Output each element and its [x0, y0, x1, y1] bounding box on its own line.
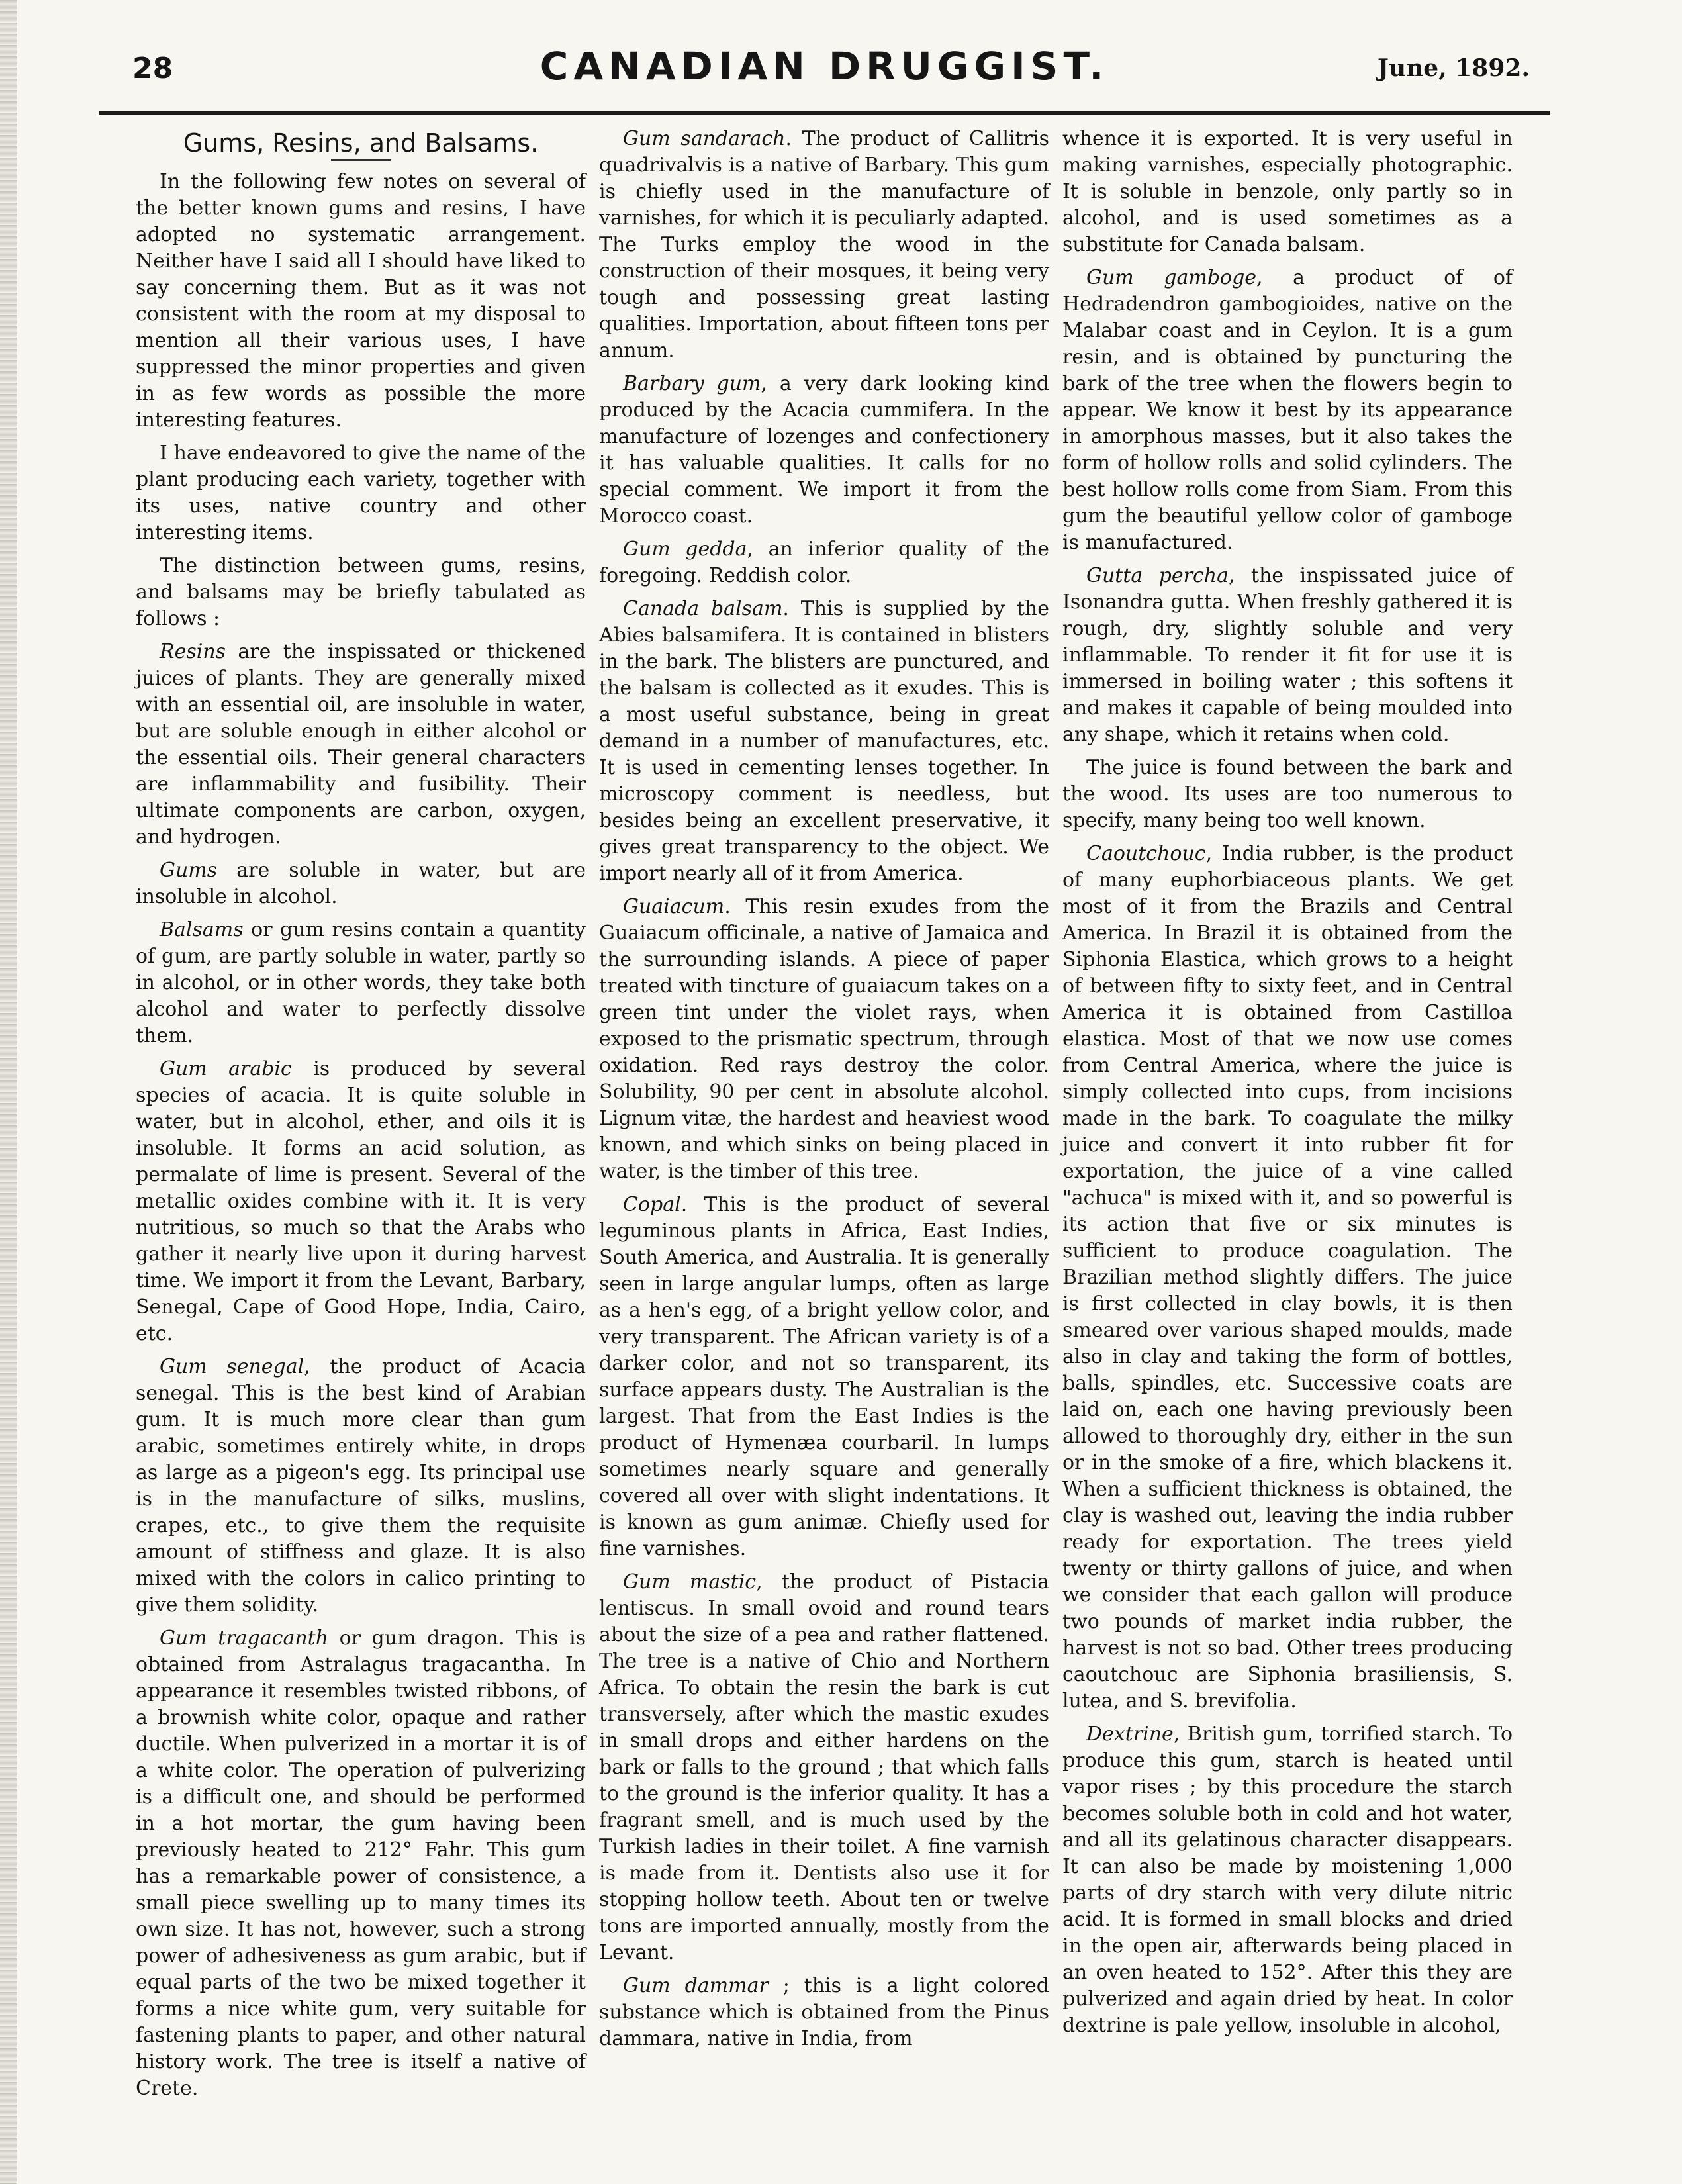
scan-edge-shadow [0, 0, 17, 2184]
paragraph-text: are soluble in water, but are insoluble in alcohol. [136, 859, 586, 908]
paragraph [599, 536, 1049, 589]
paragraph-text: . The product of Callitris quadrivalvis is a native of Barbary. This gum is chiefly used in the manufacture of varnishes, for which it is peculiarly adapted. The Turks employ the wood in the construction of their mosques, it being very tough and possessing great lasting qualities. Importation, about fifteen tons per annum. [599, 127, 1049, 362]
column-3-body [1062, 126, 1513, 2039]
paragraph-text: or gum resins contain a quantity of gum, are partly soluble in water, partly so in alcohol, or in other words, they take both alcohol and water to perfectly dissolve them. [136, 918, 586, 1047]
entry-term: Copal [623, 1193, 681, 1216]
paragraph-text: , the product of Pistacia lentiscus. In small ovoid and round tears about the size of a pea and rather flattened. The tree is a native of Chio and Northern Africa. To obtain the resin the bark is cut transversely, after which the mastic exudes in small drops and either hardens on the bark or falls to the ground ; that which falls to the ground is the inferior quality. It has a fragrant smell, and is much used by the Turkish ladies in their toilet. A fine varnish is made from it. Dentists also use it for stopping hollow teeth. About ten or twelve tons are imported annually, mostly from the Levant. [599, 1570, 1049, 1964]
paragraph [599, 1192, 1049, 1562]
paragraph [1062, 841, 1513, 1715]
paragraph [136, 639, 586, 851]
paragraph-text: are the inspissated or thickened juices of plants. They are generally mixed with an essential oil, are insoluble in water, but are soluble enough in either alcohol or the essential oils. Their general characters are inflammability and fusibility. Their ultimate components are carbon, oxygen, and hydrogen. [136, 640, 586, 849]
entry-term: Gum gamboge [1086, 266, 1257, 289]
entry-term: Gum gedda [623, 538, 747, 561]
page-number: 28 [132, 52, 173, 85]
masthead-title: CANADIAN DRUGGIST. [539, 44, 1109, 89]
entry-term: Resins [160, 640, 226, 663]
paragraph [599, 894, 1049, 1185]
entry-term: Gum dammar [623, 1974, 769, 1997]
entry-term: Gum senegal [160, 1355, 304, 1378]
paragraph [136, 917, 586, 1049]
header-rule [99, 111, 1550, 115]
paragraph [599, 596, 1049, 887]
page-header [99, 40, 1550, 106]
column-3 [1062, 126, 1513, 2046]
entry-term: Barbary gum [623, 372, 761, 395]
paragraph [136, 857, 586, 910]
paragraph-text: is produced by several species of acacia. It is quite soluble in water, but in alcohol, ether, and oils it is insoluble. It forms an acid solution, as permalate of lime is present. Several of the metallic oxides combine with it. It is very nutritious, so much so that the Arabs who gather it nearly live upon it during harvest time. We import it from the Levant, Barbary, Senegal, Cape of Good Hope, India, Cairo, etc. [136, 1057, 586, 1345]
entry-term: Gum tragacanth [160, 1627, 329, 1650]
paragraph [1062, 126, 1513, 258]
paragraph-text: or gum dragon. This is obtained from Astralagus tragacantha. In appearance it resembles twisted ribbons, of a brownish white color, opaque and rather ductile. When pulverized in a mortar it is of a white color. The operation of pulverizing is a difficult one, and should be performed in a hot mortar, the gum having been previously heated to 212° Fahr. This gum has a remarkable power of consistence, a small piece swelling up to many times its own size. It has not, however, such a strong power of adhesiveness as gum arabic, but if equal parts of the two be mixed together it forms a nice white gum, very suitable for fastening plants to paper, and other natural history work. The tree is itself a native of Crete. [136, 1627, 586, 2100]
paragraph [1062, 563, 1513, 748]
paragraph [599, 371, 1049, 530]
column-1 [136, 126, 586, 2109]
column-1-body [136, 169, 586, 2102]
paragraph-text: , a product of of Hedradendron gambogioides, native on the Malabar coast and in Ceylon. It is a gum resin, and is obtained by puncturing the bark of the tree when the flowers begin to appear. We know it best by its appearance in amorphous masses, but it also takes the form of hollow rolls and solid cylinders. The best hollow rolls come from Siam. From this gum the beautiful yellow color of gamboge is manufactured. [1062, 266, 1513, 554]
paragraph-text: , a very dark looking kind produced by the Acacia cummifera. In the manufacture of lozenges and confectionery it has valuable qualities. It calls for no special comment. We import it from the Morocco coast. [599, 372, 1049, 528]
paragraph [136, 553, 586, 632]
entry-term: Gums [160, 859, 218, 882]
paragraph-text: I have endeavored to give the name of the plant producing each variety, together with its uses, native country and other interesting items. [136, 442, 586, 544]
paragraph-text: . This is supplied by the Abies balsamifera. It is contained in blisters in the bark. The blisters are punctured, and the balsam is collected as it exudes. This is a most useful substance, being in great demand in a number of manufactures, etc. It is used in cementing lenses together. In microscopy comment is needless, but besides being an excellent preservative, it gives great transparency to the object. We import nearly all of it from America. [599, 597, 1049, 885]
paragraph [1062, 1721, 1513, 2039]
paragraph [599, 126, 1049, 364]
paragraph-text: , British gum, torrified starch. To produce this gum, starch is heated until vapor rises ; by this procedure the starch becomes soluble both in cold and hot water, and all its gelatinous character disappears. It can also be made by moistening 1,000 parts of dry starch with very dilute nitric acid. It is formed in small blocks and dried in the open air, afterwards being placed in an oven heated to 152°. After this they are pulverized and again dried by heat. In color dextrine is pale yellow, insoluble in alcohol, [1062, 1723, 1513, 2037]
entry-term: Gum mastic [623, 1570, 757, 1593]
paragraph [599, 1973, 1049, 2052]
paragraph-text: The juice is found between the bark and the wood. Its uses are too numerous to specify, many being too well known. [1062, 756, 1513, 832]
entry-term: Gum sandarach [623, 127, 786, 150]
paragraph [136, 1056, 586, 1347]
entry-term: Balsams [160, 918, 244, 941]
paragraph-text: , India rubber, is the product of many euphorbiaceous plants. We get most of it from the Brazils and Central America. In Brazil it is obtained from the Siphonia Elastica, which grows to a height of between fifty to sixty feet, and in Central America it is obtained from Castilloa elastica. Most of that we now use comes from Central America, where the juice is simply collected into cups, from incisions made in the bark. To coagulate the milky juice and convert it into rubber fit for exportation, the juice of a vine called "achuca" is mixed with it, and so powerful is its action that five or six minutes is sufficient to produce coagulation. The Brazilian method slightly differs. The juice is first collected in clay bowls, it is then smeared over various shaped moulds, made also in clay and taking the form of bottles, balls, spindles, etc. Successive coats are laid on, each one having previously been allowed to thoroughly dry, either in the sun or in the smoke of a fire, which blackens it. When a sufficient thickness is obtained, the clay is washed out, leaving the india rubber ready for exportation. The trees yield twenty or thirty gallons of juice, and when we consider that each gallon will produce two pounds of market india rubber, the harvest is not so bad. Other trees producing caoutchouc are Siphonia brasiliensis, S. lutea, and S. brevifolia. [1062, 842, 1513, 1713]
paragraph [136, 1625, 586, 2102]
entry-term: Dextrine [1086, 1723, 1174, 1746]
entry-term: Gum arabic [160, 1057, 292, 1080]
paragraph [136, 169, 586, 434]
paragraph-text: . This resin exudes from the Guaiacum officinale, a native of Jamaica and the surrounding islands. A piece of paper treated with tincture of guaiacum takes on a green tint under the violet rays, when exposed to the prismatic spectrum, through oxidation. Red rays destroy the color. Solubility, 90 per cent in absolute alcohol. Lignum vitæ, the hardest and heaviest wood known, and which sinks on being placed in water, is the timber of this tree. [599, 895, 1049, 1183]
paragraph-text: ; this is a light colored substance which is obtained from the Pinus dammara, native in India, from [599, 1974, 1050, 2050]
paragraph [599, 1569, 1049, 1966]
paragraph [1062, 265, 1513, 556]
article-title: Gums, Resins, and Balsams. [183, 128, 539, 158]
paragraph [136, 440, 586, 546]
issue-date: June, 1892. [1377, 54, 1530, 82]
paragraph-text: , an inferior quality of the foregoing. Reddish color. [599, 538, 1049, 587]
paragraph-text: In the following few notes on several of the better known gums and resins, I have adopted no systematic arrangement. Neither have I said all I should have liked to say concerning them. But as it was not consistent with the room at my disposal to mention all their various uses, I have suppressed the minor properties and given in as few words as possible the more interesting features. [136, 170, 586, 432]
paragraph [136, 1354, 586, 1619]
column-2-body [599, 126, 1049, 2052]
column-2 [599, 126, 1049, 2059]
paragraph-text: The distinction between gums, resins, and balsams may be briefly tabulated as follows : [136, 554, 586, 630]
entry-term: Caoutchouc [1086, 842, 1206, 865]
paragraph-text: , the product of Acacia senegal. This is the best kind of Arabian gum. It is much more clear than gum arabic, sometimes entirely white, in drops as large as a pigeon's egg. Its principal use is in the manufacture of silks, muslins, crapes, etc., to give them the requisite amount of stiffness and glaze. It is also mixed with the colors in calico printing to give them solidity. [136, 1355, 586, 1617]
title-underline [331, 159, 391, 161]
entry-term: Canada balsam [623, 597, 783, 620]
paragraph-text: whence it is exported. It is very useful in making varnishes, especially photographic. It is soluble in benzole, only partly so in alcohol, and is used sometimes as a substitute for Canada balsam. [1062, 127, 1513, 256]
entry-term: Gutta percha [1086, 564, 1229, 587]
paragraph-text: . This is the product of several leguminous plants in Africa, East Indies, South America, and Australia. It is generally seen in large angular lumps, often as large as a hen's egg, of a bright yellow color, and very transparent. The African variety is of a darker color, and not so transparent, its surface appears dusty. The Australian is the largest. That from the East Indies is the product of Hymenæa courbaril. In lumps sometimes nearly square and generally covered all over with slight indentations. It is known as gum animæ. Chiefly used for fine varnishes. [599, 1193, 1049, 1560]
entry-term: Guaiacum [623, 895, 725, 918]
paragraph-text: , the inspissated juice of Isonandra gutta. When freshly gathered it is rough, dry, slightly soluble and very inflammable. To render it fit for use it is immersed in boiling water ; this softens it and makes it capable of being moulded into any shape, which it retains when cold. [1062, 564, 1513, 746]
paragraph [1062, 755, 1513, 834]
